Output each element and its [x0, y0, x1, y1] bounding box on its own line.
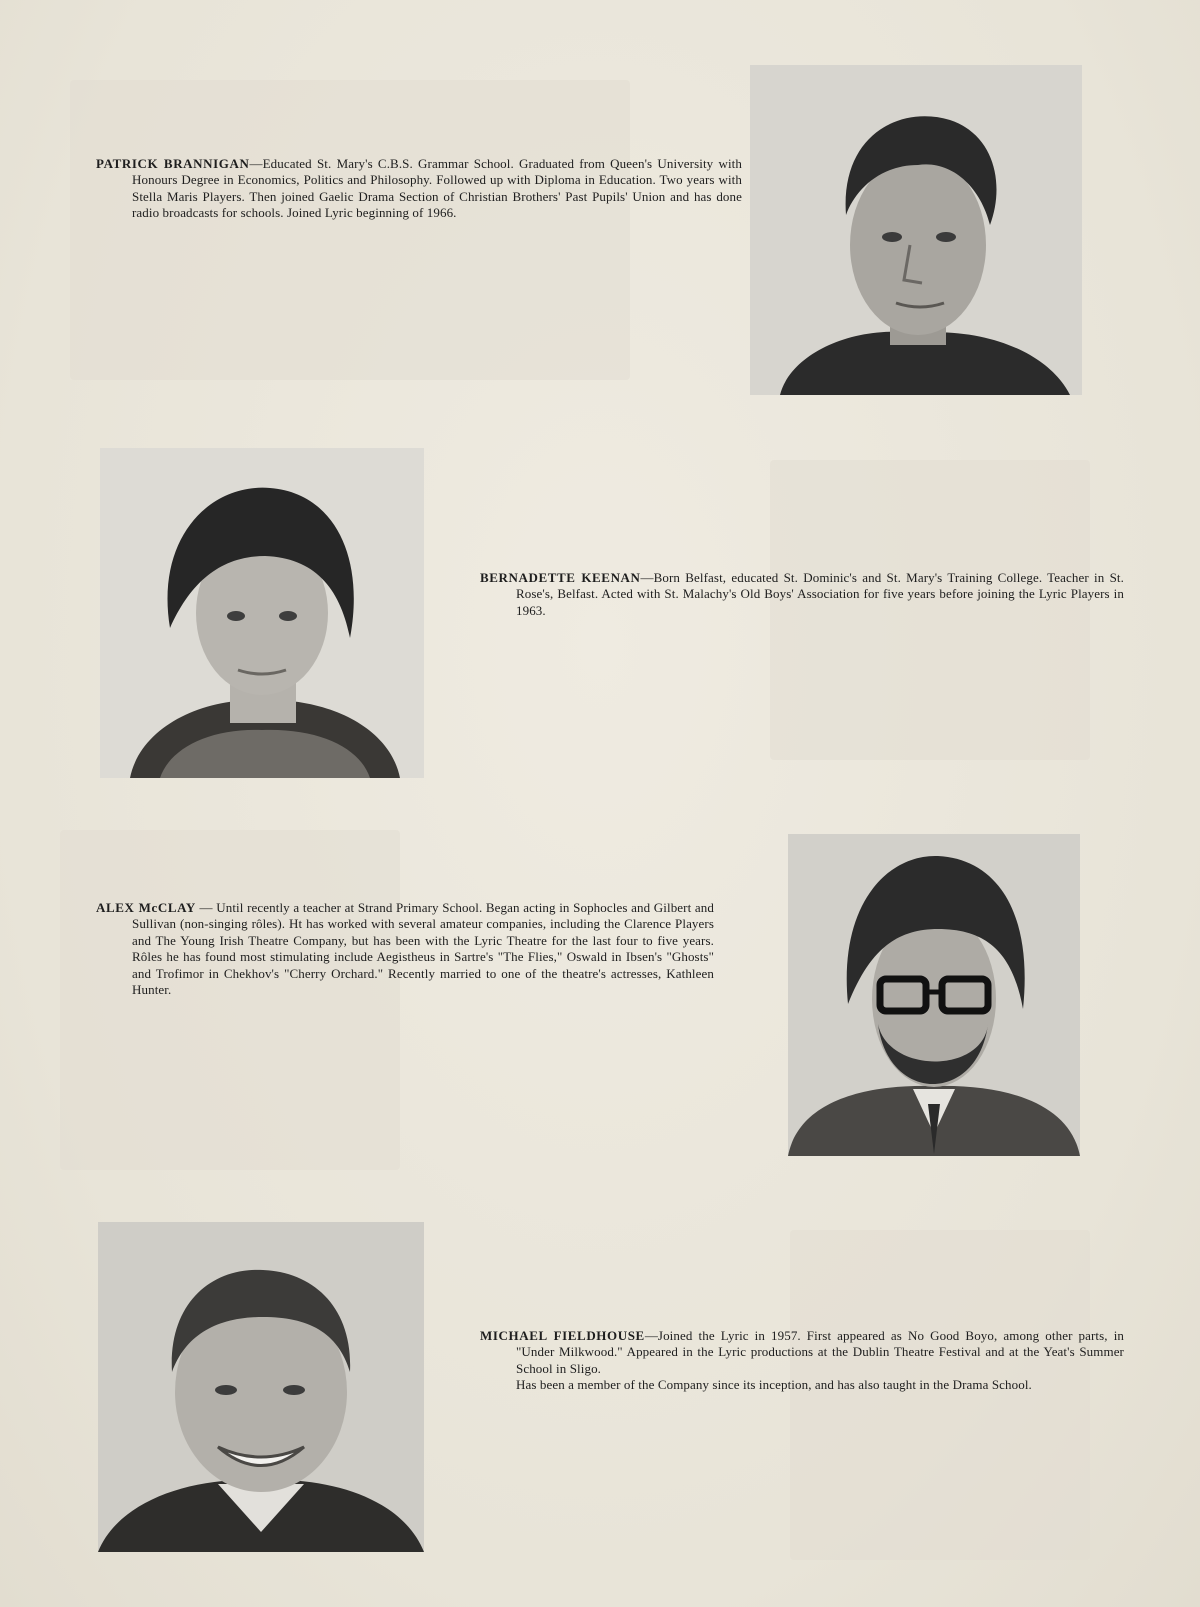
portrait-photo-bernadette-keenan [100, 448, 424, 778]
bio-name: MICHAEL FIELDHOUSE [480, 1328, 645, 1343]
bio-text: — Until recently a teacher at Strand Primary School. Began acting in Sophocles and Gilbert and Sullivan (non-singing rôles). Ht has worked with several amateur companies, including the Clarence Players and The Young Irish Theatre Company, but has been with the Lyric Theatre for the last four to five years. Rôles he has found most stimulating include Aegistheus in Sartre's "The Flies," Oswald in Ibsen's "Ghosts" and Trofimor in Chekhov's "Cherry Orchard." Recently married to one of the theatre's actresses, Kathleen Hunter. [132, 900, 714, 998]
bio-text: —Educated St. Mary's C.B.S. Grammar School. Graduated from Queen's University with Honours Degree in Economics, Politics and Philosophy. Followed up with Diploma in Education. Two years with Stella Maris Players. Then joined Gaelic Drama Section of Christian Brothers' Past Pupils' Union and has done radio broadcasts for schools. Joined Lyric beginning of 1966. [132, 156, 742, 221]
bio-name: PATRICK BRANNIGAN [96, 156, 250, 171]
portrait-photo-michael-fieldhouse [98, 1222, 424, 1552]
bio-text: —Born Belfast, educated St. Dominic's and St. Mary's Training College. Teacher in St. Rose's, Belfast. Acted with St. Malachy's Old Boys' Association for five years before joining the Lyric Players in 1963. [516, 570, 1124, 618]
show-through-block [70, 80, 630, 380]
bio-name: BERNADETTE KEENAN [480, 570, 641, 585]
bio-patrick-brannigan [96, 156, 742, 222]
bio-bernadette-keenan [480, 570, 1124, 619]
bio-text: —Joined the Lyric in 1957. First appeared as No Good Boyo, among other parts, in "Under Milkwood." Appeared in the Lyric productions at the Dublin Theatre Festival and at the Yeat's Summer School in Sligo. [516, 1328, 1125, 1376]
portrait-photo-alex-mcclay [788, 834, 1080, 1156]
bio-name: ALEX McCLAY [96, 900, 196, 915]
bio-text-continued: Has been a member of the Company since its inception, and has also taught in the Drama School. [516, 1377, 1032, 1393]
show-through-block [790, 1230, 1090, 1560]
bio-alex-mcclay [96, 900, 714, 998]
bio-michael-fieldhouse [480, 1328, 1124, 1394]
show-through-block [60, 830, 400, 1170]
portrait-photo-patrick-brannigan [750, 65, 1082, 395]
